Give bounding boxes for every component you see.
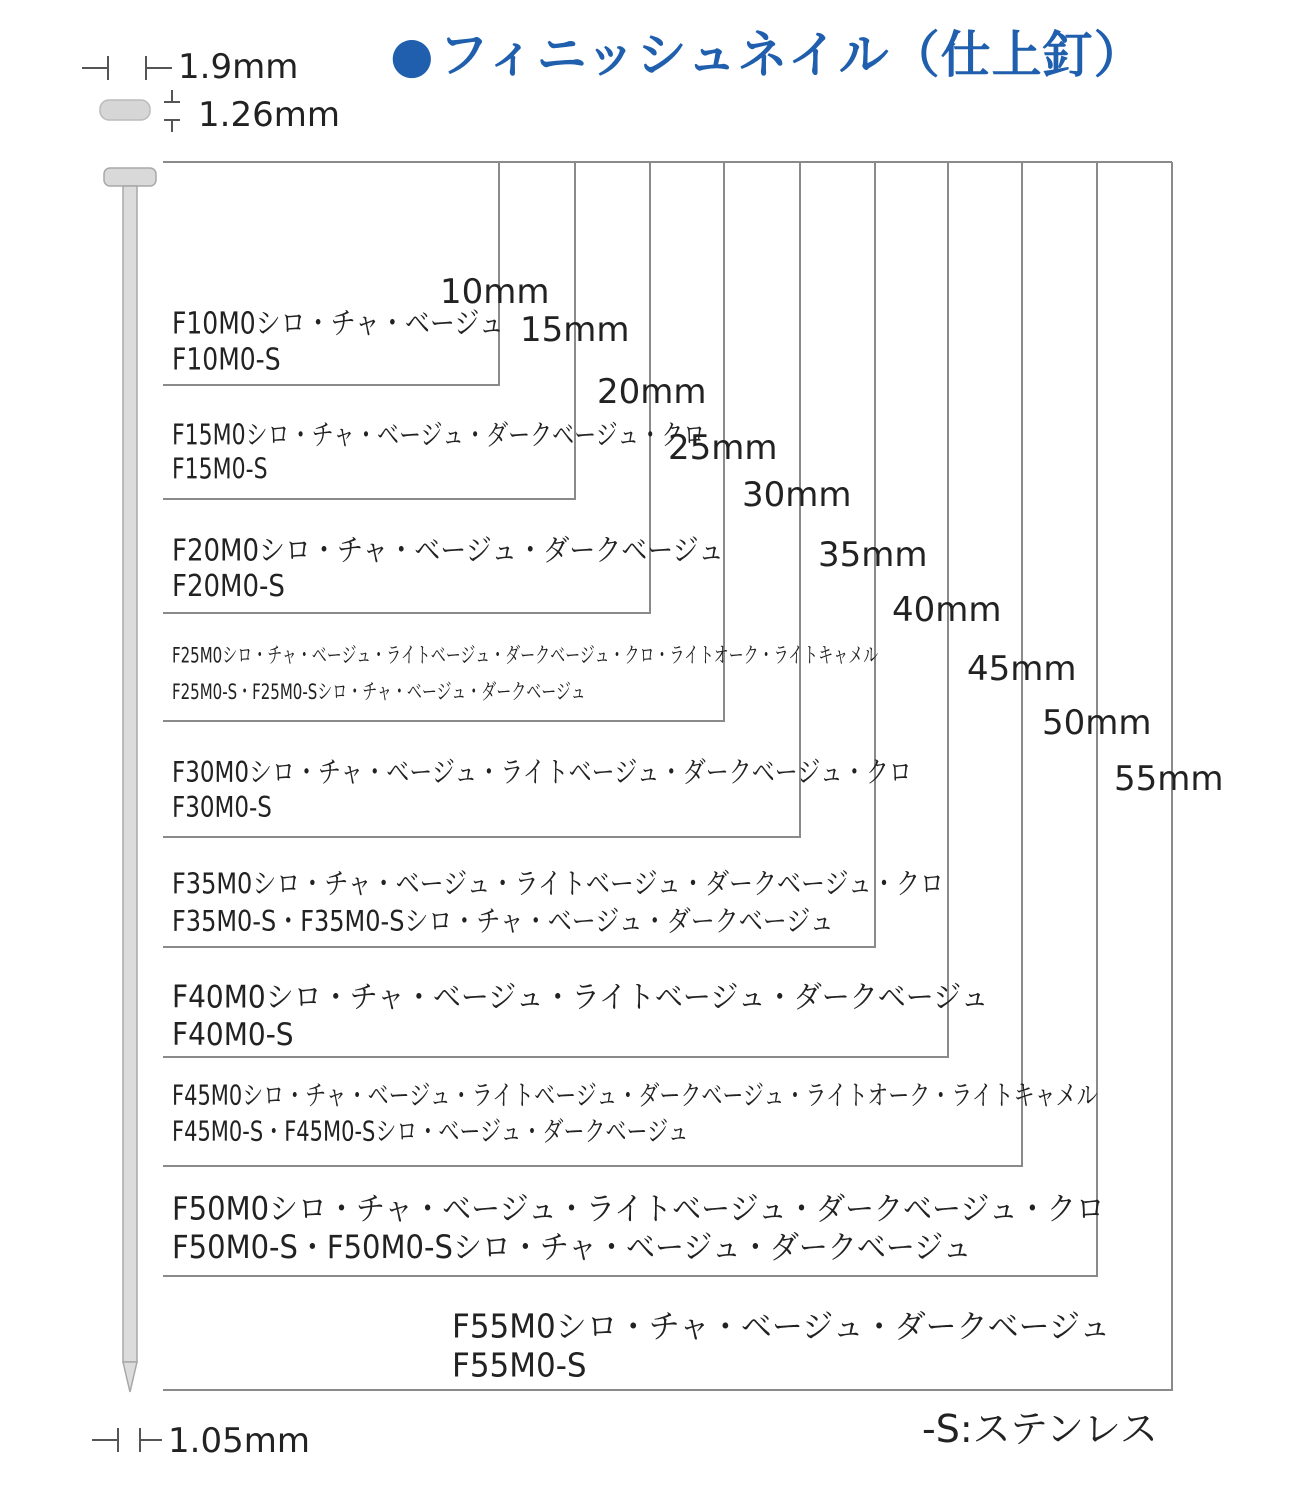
nail-point <box>123 1362 137 1392</box>
shank-diameter-marker <box>92 1428 162 1452</box>
product-group-10mm <box>172 306 504 378</box>
nail-head-icon <box>104 168 156 186</box>
product-group-35mm <box>172 866 944 941</box>
product-line-secondary: F30M0-S <box>172 791 272 824</box>
product-line-secondary: F35M0-S・F35M0-Sシロ・チャ・ベージュ・ダークベージュ <box>172 904 834 939</box>
length-label-10: 10mm <box>440 272 550 312</box>
nail-head-side-icon <box>100 100 150 120</box>
product-line-secondary: F50M0-S・F50M0-Sシロ・チャ・ベージュ・ダークベージュ <box>172 1228 972 1266</box>
head-thickness-marker <box>100 90 180 132</box>
shank-diameter-label: 1.05mm <box>168 1421 310 1461</box>
product-line-primary: F45M0シロ・チャ・ベージュ・ライトベージュ・ダークベージュ・ライトオーク・ライトキャメル <box>172 1079 1098 1111</box>
product-line-secondary: F55M0-S <box>452 1347 587 1385</box>
product-line-secondary: F45M0-S・F45M0-Sシロ・ベージュ・ダークベージュ <box>172 1116 689 1148</box>
product-group-55mm <box>452 1308 1110 1386</box>
head-width-marker <box>82 56 172 80</box>
product-line-primary: F15M0シロ・チャ・ベージュ・ダークベージュ・クロ <box>172 420 706 453</box>
product-line-primary: F40M0シロ・チャ・ベージュ・ライトベージュ・ダークベージュ <box>172 979 989 1016</box>
title-text: フィニッシュネイル（仕上釘） <box>438 26 1145 84</box>
product-group-30mm <box>172 757 912 826</box>
length-label-30: 30mm <box>742 475 852 515</box>
head-thickness-label: 1.26mm <box>198 95 340 135</box>
length-label-25: 25mm <box>668 428 778 468</box>
product-line-primary: F30M0シロ・チャ・ベージュ・ライトベージュ・ダークベージュ・クロ <box>172 757 912 790</box>
product-group-50mm <box>172 1190 1105 1267</box>
length-label-15: 15mm <box>520 310 630 350</box>
product-line-primary: F25M0シロ・チャ・ベージュ・ライトベージュ・ダークベージュ・クロ・ライトオーク・ライトキャメル <box>172 642 879 669</box>
length-label-45: 45mm <box>967 649 1077 689</box>
product-line-secondary: F20M0-S <box>172 569 285 605</box>
length-label-35: 35mm <box>818 535 928 575</box>
title-bullet-icon: ● <box>390 26 435 84</box>
product-line-primary: F35M0シロ・チャ・ベージュ・ライトベージュ・ダークベージュ・クロ <box>172 867 944 901</box>
head-width-label: 1.9mm <box>178 47 299 87</box>
product-line-secondary: F15M0-S <box>172 454 268 487</box>
nail-illustration <box>104 168 156 1392</box>
length-label-40: 40mm <box>892 590 1002 630</box>
length-label-20: 20mm <box>597 372 707 412</box>
product-group-15mm <box>172 420 705 489</box>
length-label-55: 55mm <box>1114 759 1224 799</box>
nail-shank <box>123 186 137 1362</box>
product-line-primary: F55M0シロ・チャ・ベージュ・ダークベージュ <box>452 1308 1111 1346</box>
page-title <box>390 26 1145 84</box>
product-line-secondary: F25M0-S・F25M0-Sシロ・チャ・ベージュ・ダークベージュ <box>172 678 586 705</box>
product-line-secondary: F40M0-S <box>172 1015 294 1053</box>
stainless-legend: -S:ステンレス <box>922 1407 1158 1451</box>
product-group-25mm <box>172 638 878 710</box>
product-group-20mm <box>172 534 724 606</box>
product-group-40mm <box>172 979 989 1053</box>
product-line-primary: F50M0シロ・チャ・ベージュ・ライトベージュ・ダークベージュ・クロ <box>172 1190 1105 1228</box>
product-group-45mm <box>172 1077 1098 1151</box>
product-line-secondary: F10M0-S <box>172 342 281 377</box>
length-label-50: 50mm <box>1042 703 1152 743</box>
product-line-primary: F10M0シロ・チャ・ベージュ <box>172 306 504 341</box>
product-line-primary: F20M0シロ・チャ・ベージュ・ダークベージュ <box>172 534 725 569</box>
